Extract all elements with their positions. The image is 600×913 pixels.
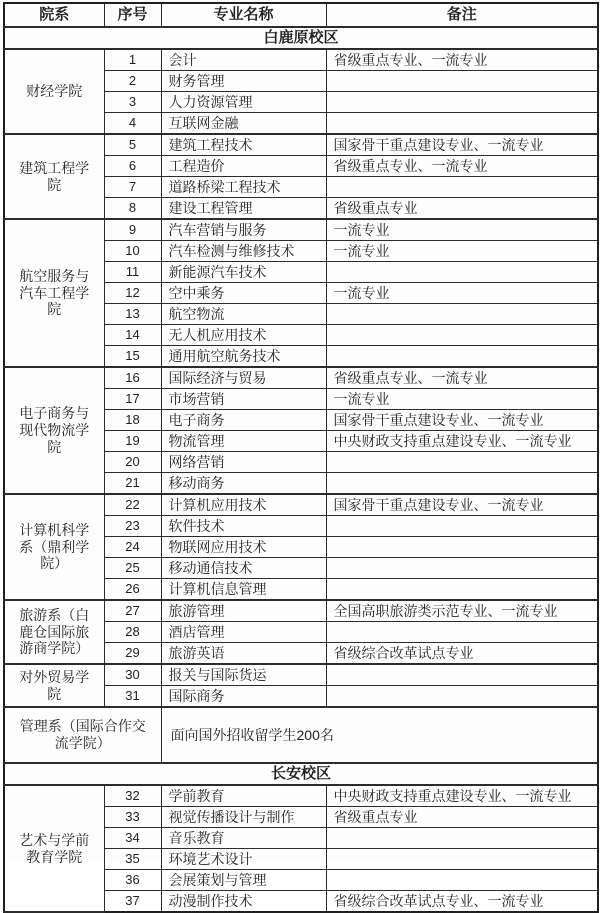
serial-cell: 21 xyxy=(104,473,161,495)
serial-cell: 33 xyxy=(104,807,161,828)
serial-cell: 25 xyxy=(104,558,161,579)
serial-cell: 9 xyxy=(104,219,161,241)
table-row xyxy=(4,49,598,71)
table-row xyxy=(4,600,598,622)
note-cell xyxy=(326,113,598,135)
serial-cell: 34 xyxy=(104,828,161,849)
serial-cell: 7 xyxy=(104,177,161,198)
note-cell: 国家骨干重点建设专业、一流专业 xyxy=(326,134,598,156)
note-cell: 省级重点专业、一流专业 xyxy=(326,367,598,389)
serial-cell: 10 xyxy=(104,241,161,262)
serial-cell: 2 xyxy=(104,71,161,92)
note-cell: 一流专业 xyxy=(326,219,598,241)
table-row xyxy=(4,664,598,686)
note-cell xyxy=(326,622,598,643)
department-cell: 对外贸易学院 xyxy=(4,664,104,707)
table-row xyxy=(4,707,598,763)
serial-cell: 23 xyxy=(104,516,161,537)
note-cell xyxy=(326,177,598,198)
major-cell: 学前教育 xyxy=(161,785,326,807)
serial-cell: 8 xyxy=(104,198,161,220)
major-cell: 通用航空航务技术 xyxy=(161,346,326,368)
table-row xyxy=(4,134,598,156)
major-cell: 航空物流 xyxy=(161,304,326,325)
note-cell: 省级综合改革试点专业 xyxy=(326,643,598,665)
major-cell: 音乐教育 xyxy=(161,828,326,849)
major-cell: 空中乘务 xyxy=(161,283,326,304)
serial-cell: 20 xyxy=(104,452,161,473)
note-cell xyxy=(326,71,598,92)
note-cell xyxy=(326,870,598,891)
serial-cell: 18 xyxy=(104,410,161,431)
note-cell xyxy=(326,849,598,870)
department-cell: 财经学院 xyxy=(4,49,104,134)
table-row xyxy=(4,367,598,389)
note-cell: 国家骨干重点建设专业、一流专业 xyxy=(326,494,598,516)
department-cell: 航空服务与汽车工程学院 xyxy=(4,219,104,367)
major-cell: 物联网应用技术 xyxy=(161,537,326,558)
major-cell: 动漫制作技术 xyxy=(161,891,326,913)
campus-header-row xyxy=(4,763,598,785)
major-cell: 计算机信息管理 xyxy=(161,579,326,601)
serial-cell: 22 xyxy=(104,494,161,516)
admissions-table xyxy=(3,2,599,913)
table-row xyxy=(4,219,598,241)
col-header-note: 备注 xyxy=(326,3,598,27)
major-cell: 人力资源管理 xyxy=(161,92,326,113)
serial-cell: 11 xyxy=(104,262,161,283)
department-cell: 管理系（国际合作交流学院） xyxy=(4,707,161,763)
note-cell: 中央财政支持重点建设专业、一流专业 xyxy=(326,431,598,452)
serial-cell: 26 xyxy=(104,579,161,601)
note-cell xyxy=(326,558,598,579)
serial-cell: 32 xyxy=(104,785,161,807)
department-cell: 建筑工程学院 xyxy=(4,134,104,219)
serial-cell: 14 xyxy=(104,325,161,346)
major-cell: 旅游英语 xyxy=(161,643,326,665)
department-cell: 旅游系（白鹿仓国际旅游商学院） xyxy=(4,600,104,664)
major-cell: 新能源汽车技术 xyxy=(161,262,326,283)
major-cell: 计算机应用技术 xyxy=(161,494,326,516)
note-cell xyxy=(326,828,598,849)
major-cell: 建筑工程技术 xyxy=(161,134,326,156)
note-cell: 省级重点专业、一流专业 xyxy=(326,156,598,177)
campus-header-row xyxy=(4,27,598,49)
note-cell xyxy=(326,664,598,686)
serial-cell: 24 xyxy=(104,537,161,558)
note-cell xyxy=(326,537,598,558)
note-cell: 省级重点专业、一流专业 xyxy=(326,49,598,71)
major-cell: 会展策划与管理 xyxy=(161,870,326,891)
serial-cell: 15 xyxy=(104,346,161,368)
serial-cell: 16 xyxy=(104,367,161,389)
note-cell xyxy=(326,516,598,537)
serial-cell: 13 xyxy=(104,304,161,325)
serial-cell: 3 xyxy=(104,92,161,113)
serial-cell: 5 xyxy=(104,134,161,156)
major-cell: 国际经济与贸易 xyxy=(161,367,326,389)
serial-cell: 35 xyxy=(104,849,161,870)
serial-cell: 30 xyxy=(104,664,161,686)
note-cell: 一流专业 xyxy=(326,283,598,304)
note-cell xyxy=(326,579,598,601)
major-cell: 汽车营销与服务 xyxy=(161,219,326,241)
note-cell xyxy=(326,686,598,708)
major-cell: 移动商务 xyxy=(161,473,326,495)
major-cell: 国际商务 xyxy=(161,686,326,708)
serial-cell: 12 xyxy=(104,283,161,304)
note-cell xyxy=(326,346,598,368)
major-cell: 互联网金融 xyxy=(161,113,326,135)
major-cell: 旅游管理 xyxy=(161,600,326,622)
serial-cell: 17 xyxy=(104,389,161,410)
table-row xyxy=(4,494,598,516)
note-cell xyxy=(326,473,598,495)
note-cell xyxy=(326,452,598,473)
note-cell xyxy=(326,325,598,346)
major-cell: 汽车检测与维修技术 xyxy=(161,241,326,262)
serial-cell: 29 xyxy=(104,643,161,665)
serial-cell: 31 xyxy=(104,686,161,708)
note-cell: 一流专业 xyxy=(326,241,598,262)
serial-cell: 4 xyxy=(104,113,161,135)
campus-header: 长安校区 xyxy=(4,763,598,785)
major-cell: 财务管理 xyxy=(161,71,326,92)
major-cell: 工程造价 xyxy=(161,156,326,177)
major-cell: 会计 xyxy=(161,49,326,71)
major-cell: 电子商务 xyxy=(161,410,326,431)
note-cell: 国家骨干重点建设专业、一流专业 xyxy=(326,410,598,431)
note-cell: 中央财政支持重点建设专业、一流专业 xyxy=(326,785,598,807)
note-cell xyxy=(326,262,598,283)
note-cell: 全国高职旅游类示范专业、一流专业 xyxy=(326,600,598,622)
note-cell: 一流专业 xyxy=(326,389,598,410)
col-header-department: 院系 xyxy=(4,3,104,27)
major-cell: 无人机应用技术 xyxy=(161,325,326,346)
note-cell xyxy=(326,92,598,113)
department-cell: 艺术与学前教育学院 xyxy=(4,785,104,912)
note-cell: 省级重点专业 xyxy=(326,807,598,828)
serial-cell: 19 xyxy=(104,431,161,452)
department-cell: 计算机科学系（鼎利学院） xyxy=(4,494,104,600)
campus-header: 白鹿原校区 xyxy=(4,27,598,49)
serial-cell: 37 xyxy=(104,891,161,913)
major-cell: 移动通信技术 xyxy=(161,558,326,579)
serial-cell: 1 xyxy=(104,49,161,71)
serial-cell: 27 xyxy=(104,600,161,622)
major-cell: 报关与国际货运 xyxy=(161,664,326,686)
major-cell: 市场营销 xyxy=(161,389,326,410)
serial-cell: 6 xyxy=(104,156,161,177)
header-row xyxy=(4,3,598,27)
merged-note-cell: 面向国外招收留学生200名 xyxy=(161,707,598,763)
major-cell: 软件技术 xyxy=(161,516,326,537)
note-cell xyxy=(326,304,598,325)
major-cell: 物流管理 xyxy=(161,431,326,452)
major-cell: 环境艺术设计 xyxy=(161,849,326,870)
col-header-major: 专业名称 xyxy=(161,3,326,27)
major-cell: 道路桥梁工程技术 xyxy=(161,177,326,198)
major-cell: 视觉传播设计与制作 xyxy=(161,807,326,828)
table-row xyxy=(4,785,598,807)
note-cell: 省级综合改革试点专业、一流专业 xyxy=(326,891,598,913)
department-cell: 电子商务与现代物流学院 xyxy=(4,367,104,494)
major-cell: 网络营销 xyxy=(161,452,326,473)
col-header-serial: 序号 xyxy=(104,3,161,27)
note-cell: 省级重点专业 xyxy=(326,198,598,220)
serial-cell: 36 xyxy=(104,870,161,891)
major-cell: 酒店管理 xyxy=(161,622,326,643)
serial-cell: 28 xyxy=(104,622,161,643)
major-cell: 建设工程管理 xyxy=(161,198,326,220)
